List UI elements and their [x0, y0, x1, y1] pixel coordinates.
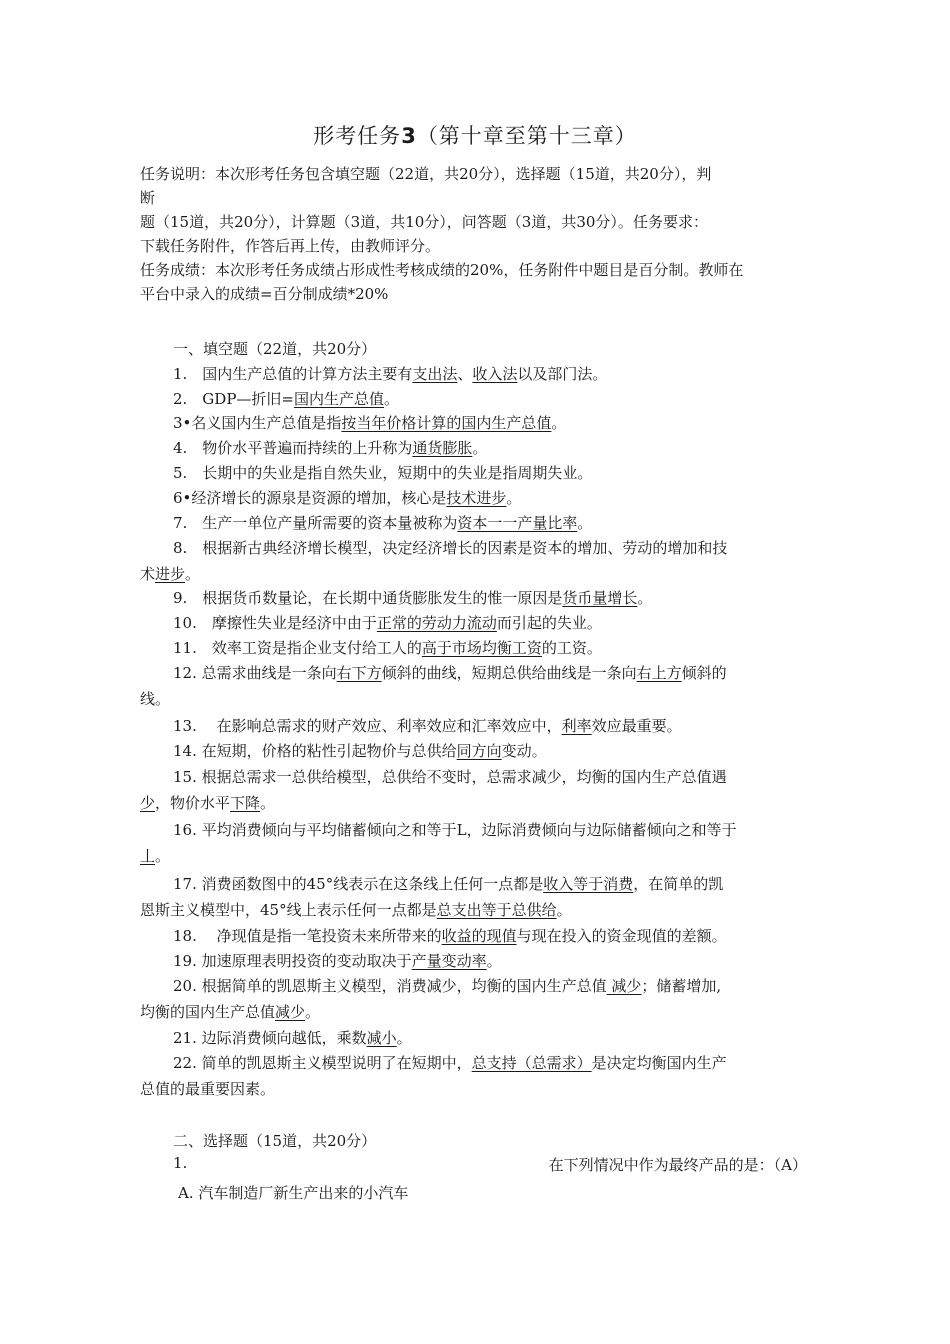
task-description: 任务说明：本次形考任务包含填空题（22道，共20分），选择题（15道，共20分），判 断 题（15道，共20分），计算题（3道，共10分），问答题（3道，共30分）。任务要求： 下载任务附件，作答后再上传，由教师评分。 任务成绩：本次形考任务成绩占形成性考核成绩的20%，任务附件中题目是百分制。教师在 平台中录入的成绩=百分制成绩*20% [140, 165, 744, 303]
fill-question-2: 2. GDP—折旧=国内生产总值。 [173, 390, 400, 408]
document-title: 形考任务3（第十章至第十三章） [313, 124, 637, 148]
choice-question-1-option-a: A. 汽车制造厂新生产出来的小汽车 [178, 1184, 409, 1202]
fill-question-20: 20. 根据简单的凯恩斯主义模型，消费减少，均衡的国内生产总值 减少；储蓄增加, 均衡的国内生产总值减少。 [140, 977, 722, 1021]
fill-question-6: 6•经济增长的源泉是资源的增加，核心是技术进步。 [173, 489, 522, 507]
choice-question-1-text: 在下列情况中作为最终产品的是：（A） [548, 1156, 807, 1174]
fill-question-15: 15. 根据总需求一总供给模型，总供给不变时，总需求减少，均衡的国内生产总值遇 少，物价水平下降。 [140, 768, 727, 812]
fill-question-7: 7. 生产一单位产量所需要的资本量被称为资本一一产量比率。 [173, 514, 593, 532]
fill-question-5: 5. 长期中的失业是指自然失业，短期中的失业是指周期失业。 [173, 464, 593, 482]
fill-question-4: 4. 物价水平普遍而持续的上升称为通货膨胀。 [173, 439, 488, 457]
section-heading-fill: 一、填空题（22道，共20分） [173, 340, 377, 358]
fill-question-22: 22. 简单的凯恩斯主义模型说明了在短期中，总支持（总需求）是决定均衡国内生产 总值的最重要因素。 [140, 1054, 727, 1098]
fill-question-14: 14. 在短期，价格的粘性引起物价与总供给同方向变动。 [173, 742, 547, 760]
fill-question-16: 16. 平均消费倾向与平均储蓄倾向之和等于L，边际消费倾向与边际储蓄倾向之和等于 丄。 [140, 821, 737, 865]
fill-question-8: 8. 根据新古典经济增长模型，决定经济增长的因素是资本的增加、劳动的增加和技 术进步。 [140, 539, 728, 583]
fill-question-3: 3•名义国内生产总值是指按当年价格计算的国内生产总值。 [173, 414, 567, 432]
fill-question-10: 10. 摩擦性失业是经济中由于正常的劳动力流动而引起的失业。 [173, 614, 602, 632]
choice-question-1-number: 1. [173, 1154, 188, 1172]
fill-question-17: 17. 消费函数图中的45°线表示在这条线上任何一点都是收入等于消费，在简单的凯 恩斯主义模型中，45°线上表示任何一点都是总支出等于总供给。 [140, 875, 724, 919]
fill-question-13: 13. 在影响总需求的财产效应、利率效应和汇率效应中，利率效应最重要。 [173, 717, 682, 735]
fill-question-11: 11. 效率工资是指企业支付给工人的高于市场均衡工资的工资。 [173, 639, 602, 657]
fill-question-21: 21. 边际消费倾向越低，乘数减小。 [173, 1029, 412, 1047]
fill-question-19: 19. 加速原理表明投资的变动取决于产量变动率。 [173, 952, 502, 970]
fill-question-12: 12. 总需求曲线是一条向右下方倾斜的曲线，短期总供给曲线是一条向右上方倾斜的 线。 [140, 664, 727, 708]
fill-question-1: 1. 国内生产总值的计算方法主要有支出法、收入法以及部门法。 [173, 365, 608, 383]
fill-question-18: 18. 净现值是指一笔投资未来所带来的收益的现值与现在投入的资金现值的差额。 [173, 927, 727, 945]
fill-question-9: 9. 根据货币数量论，在长期中通货膨胀发生的惟一原因是货币量增长。 [173, 589, 653, 607]
section-heading-choice: 二、选择题（15道，共20分） [173, 1132, 377, 1150]
